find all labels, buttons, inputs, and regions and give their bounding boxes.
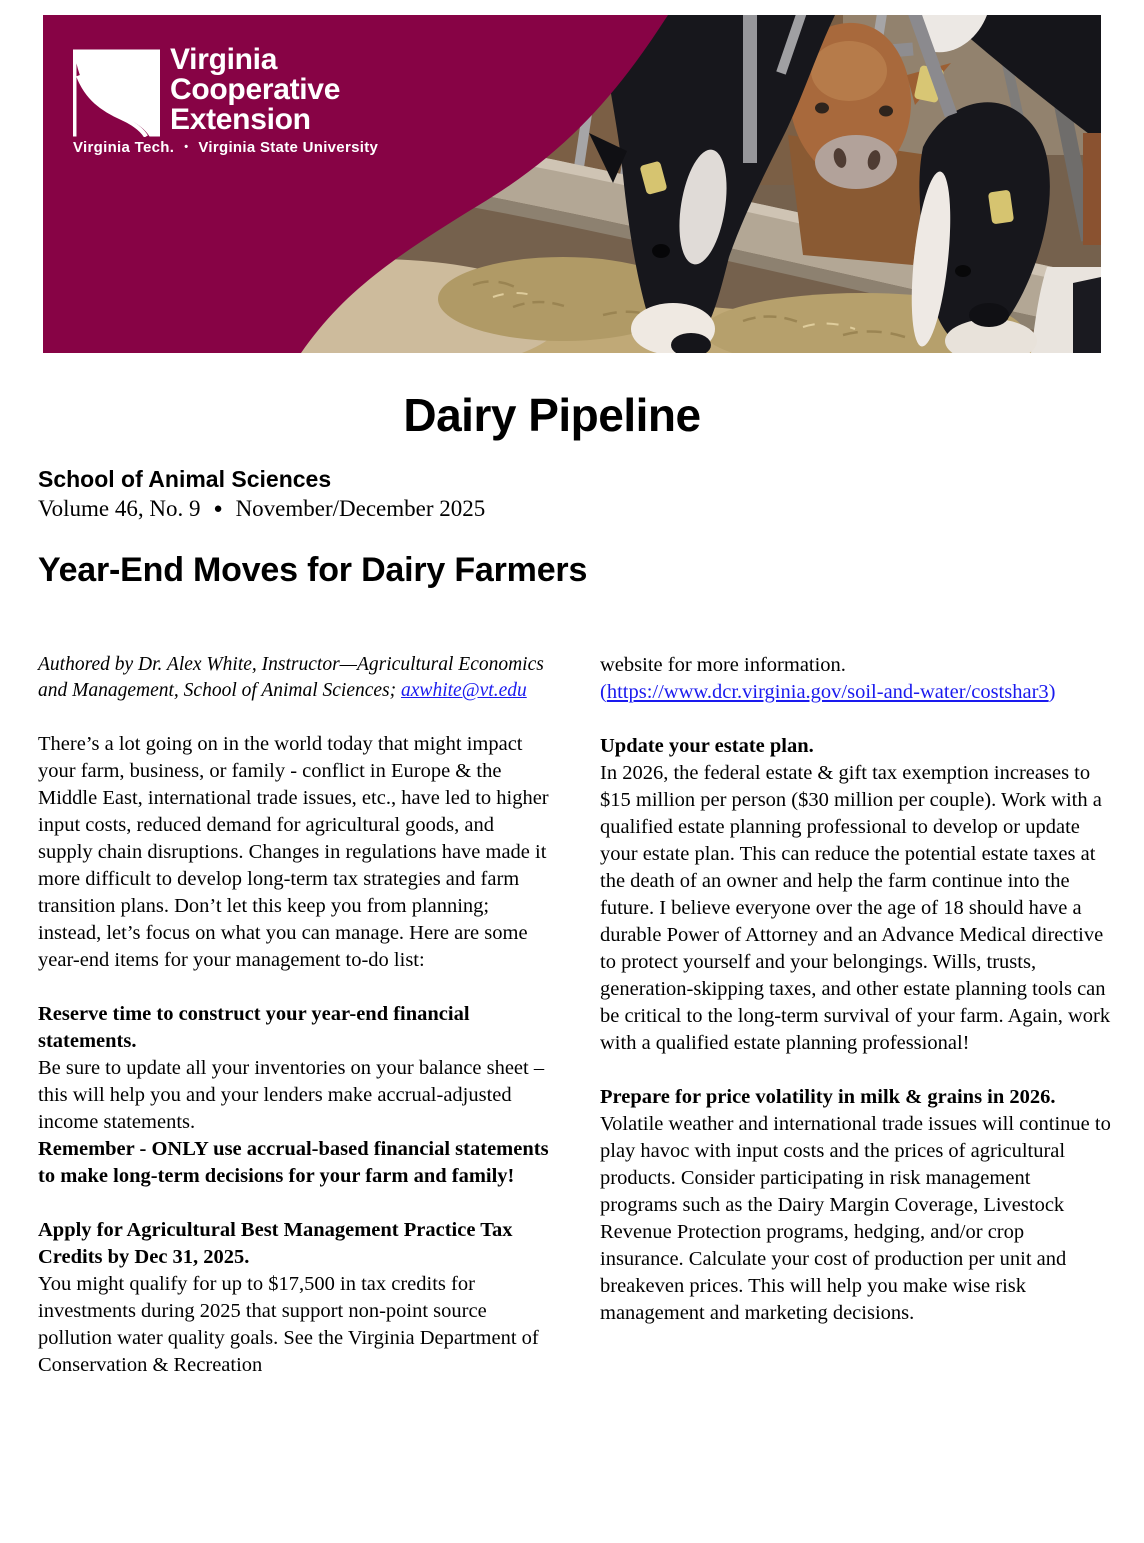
price-volatility-body: Volatile weather and international trade issues will continue to play havoc with input costs and the prices of agricultural products. Consider participating in risk management programs such as the Dairy Margin Coverage, Livestock Revenue Protection programs, hedging, and/or crop insurance. Calculate your cost of production per unit and breakeven prices. This will help you make wise risk management and marketing decisions.	[600, 1113, 1111, 1324]
vce-logo	[73, 43, 413, 159]
header-banner	[43, 15, 1101, 353]
tagline-dot: •	[184, 141, 189, 153]
section-heading-estate-plan: Update your estate plan.	[600, 735, 814, 757]
bullet-separator: ●	[213, 501, 223, 517]
article-body	[38, 652, 1112, 1379]
financial-statements-note: Remember - ONLY use accrual-based financial statements to make long-term decisions for your farm and family!	[38, 1138, 549, 1187]
dcr-costshare-link[interactable]: https://www.dcr.virginia.gov/soil-and-water/costshar3	[606, 681, 1049, 703]
author-email-link[interactable]: axwhite@vt.edu	[401, 680, 527, 701]
bmp-tax-credits-body: You might qualify for up to $17,500 in tax credits for investments during 2025 that support non-point source pollution water quality goals. See the Virginia Department of Conservation & Recreation	[38, 1273, 539, 1376]
right-column	[600, 652, 1112, 1379]
intro-paragraph: There’s a lot going on in the world today that might impact your farm, business, or family - conflict in Europe & the Middle East, international trade issues, etc., have led to higher input costs, reduced demand for agricultural goods, and supply chain disruptions. Changes in regulations have made it more difficult to develop long-term tax strategies and farm transition plans. Don’t let this keep you from planning; instead, let’s focus on what you can manage. Here are some year-end items for your management to-do list:	[38, 733, 549, 971]
logo-line-1: Virginia	[170, 43, 278, 76]
vce-logo-tagline: Virginia Tech. • Virginia State University	[73, 139, 379, 156]
logo-line-3: Extension	[170, 103, 311, 136]
school-name: School of Animal Sciences	[38, 466, 332, 492]
financial-statements-body: Be sure to update all your inventories on your balance sheet – this will help you and your lenders make accrual-adjusted income statements.	[38, 1057, 545, 1133]
left-column	[38, 652, 550, 1379]
logo-line-2: Cooperative	[170, 73, 341, 106]
article-title: Year-End Moves for Dairy Farmers	[38, 551, 588, 589]
volume-issue-line	[38, 496, 485, 522]
newsletter-title: Dairy Pipeline	[403, 389, 701, 441]
byline: Authored by Dr. Alex White, Instructor—Agricultural Economics and Management, School of Animal Sciences; axwhite@vt.edu	[38, 654, 544, 701]
bmp-continuation: website for more information. (https://www.dcr.virginia.gov/soil-and-water/costshar3)	[600, 654, 1056, 703]
vce-logo-mark	[73, 49, 160, 137]
section-heading-bmp-tax-credits: Apply for Agricultural Best Management Practice Tax Credits by Dec 31, 2025.	[38, 1219, 513, 1268]
issue-date: November/December 2025	[235, 496, 486, 521]
estate-plan-body: In 2026, the federal estate & gift tax exemption increases to $15 million per person ($30 million per couple). Work with a qualified estate planning professional to develop or update your estate plan. This can reduce the potential estate taxes at the death of an owner and help the farm continue into the future. I believe everyone over the age of 18 should have a durable Power of Attorney and an Advance Medical directive to protect yourself and your belongings. Wills, trusts, generation-skipping taxes, and other estate planning tools can be critical to the long-term survival of your farm. Again, work with a qualified estate planning professional!	[600, 762, 1111, 1054]
section-heading-price-volatility: Prepare for price volatility in milk & grains in 2026.	[600, 1086, 1056, 1108]
vce-logo-text	[170, 45, 340, 135]
volume-number: Volume 46, No. 9	[38, 496, 201, 521]
section-heading-financial-statements: Reserve time to construct your year-end financial statements.	[38, 1003, 470, 1052]
